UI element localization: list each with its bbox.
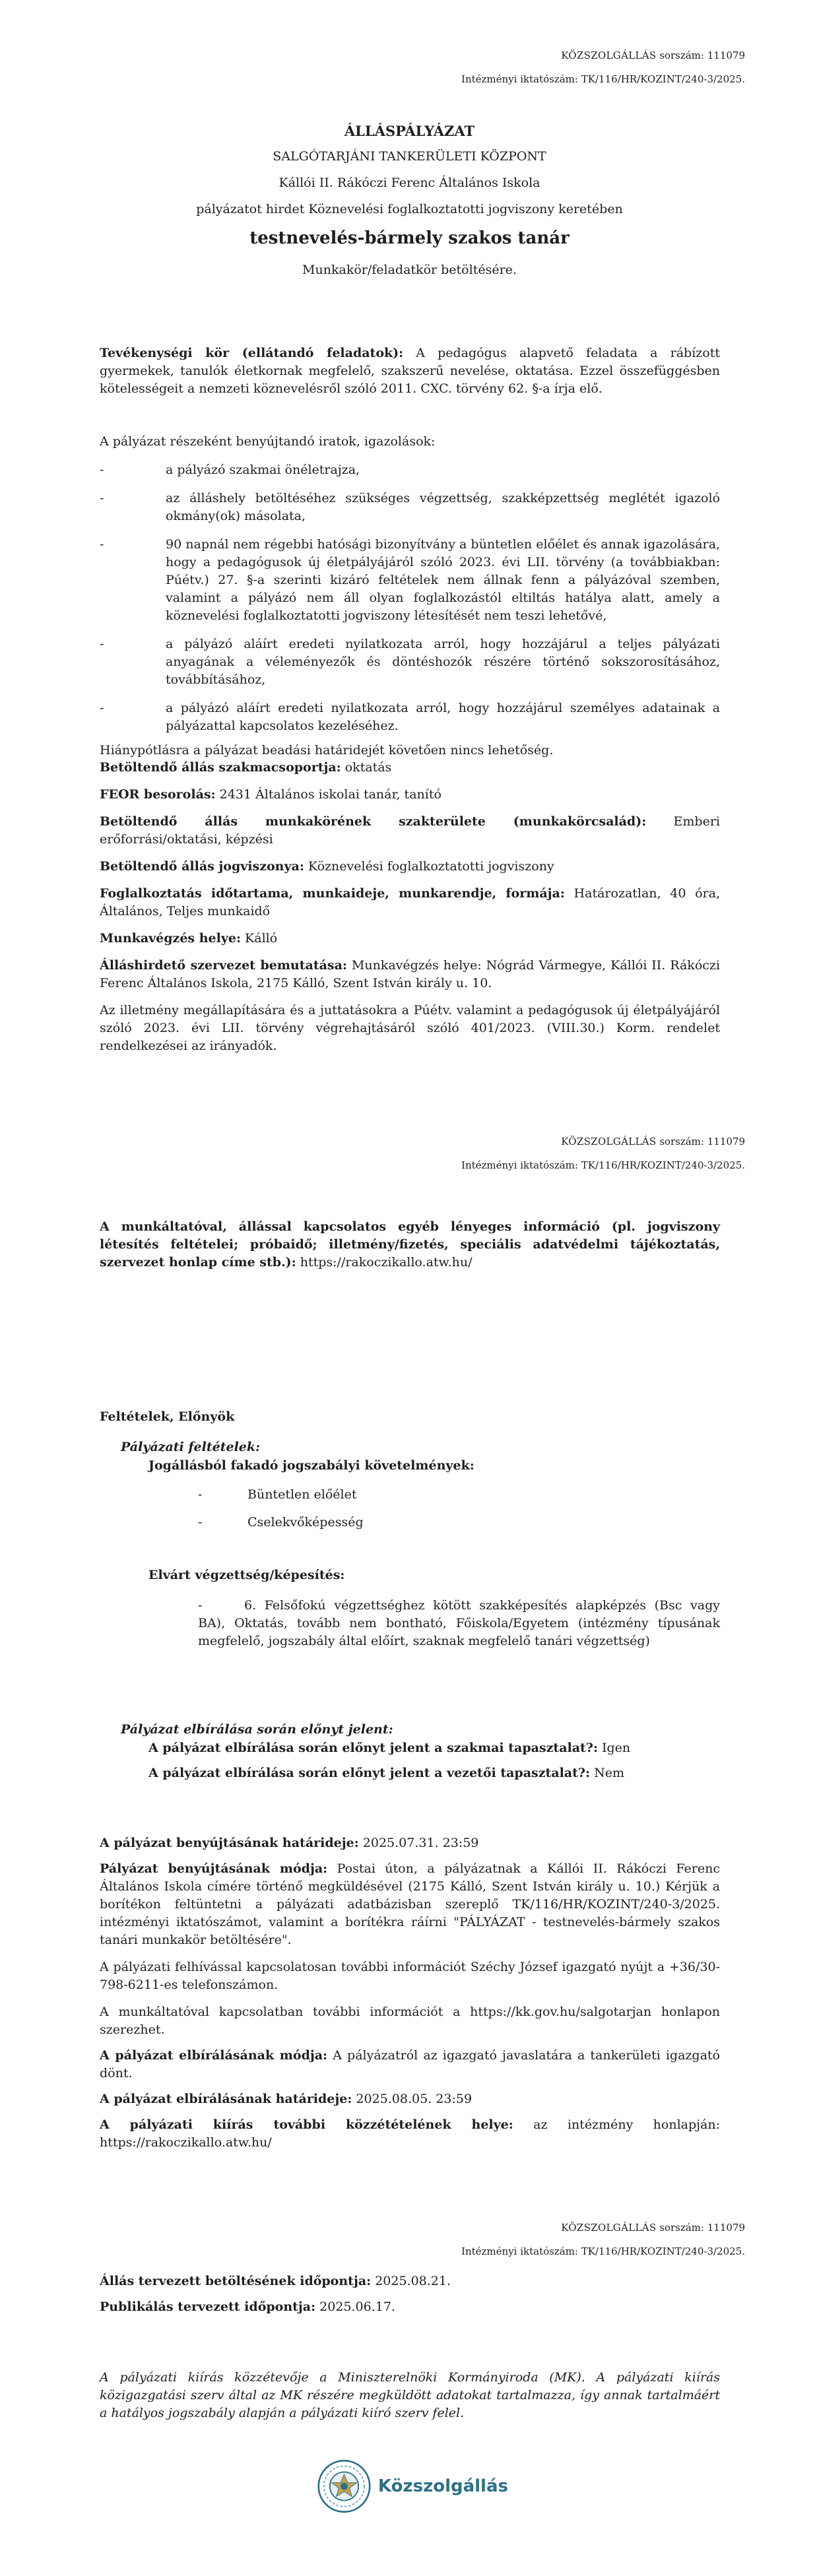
- detail-row: Betöltendő állás jogviszonya: Köznevelési foglalkoztatotti jogviszony: [100, 859, 554, 874]
- list-item: - az álláshely betöltéséhez szükséges végzettség, szakképzettség meglétét igazoló okmány(ok) másolata,: [100, 491, 720, 523]
- evaluation-method-row: A pályázat elbírálásának módja: A pályázatról az igazgató javaslatára a tankerületi igazgató dönt.: [100, 2048, 720, 2080]
- list-item: - a pályázó aláírt eredeti nyilatkozata arról, hogy hozzájárul személyes adatainak a pályázattal kapcsolatos kezeléséhez.: [100, 701, 720, 733]
- logo-text: Közszolgállás: [377, 2476, 508, 2496]
- title-main: ÁLLÁSPÁLYÁZAT: [344, 123, 475, 139]
- title-intro: pályázatot hirdet Köznevelési foglalkoztatotti jogviszony keretében: [196, 202, 623, 216]
- planned-section: [100, 2272, 720, 2316]
- detail-row: Betöltendő állás munkakörének szakterülete (munkakörcsalád): Emberi erőforrási/oktatási, képzési: [100, 814, 720, 847]
- duties-label: Tevékenységi kör (ellátandó feladatok):: [100, 346, 404, 360]
- detail-row: Munkavégzés helye: Kálló: [100, 931, 278, 946]
- other-info-label: A munkáltatóval, állással kapcsolatos egyéb lényeges információ (pl. jogviszony létesítés feltételei; próbaidő; illetmény/fizetés, speciális adatvédelmi tájékoztatás, szervezet honlap címe stb.):: [100, 1219, 720, 1270]
- detail-row: FEOR besorolás: 2431 Általános iskolai tanár, tanító: [100, 787, 442, 802]
- qualification-heading: Elvárt végzettség/képesítés:: [148, 1568, 345, 1582]
- footer-note: A pályázati kiírás közzétevője a Miniszterelnöki Kormányiroda (MK). A pályázati kiírás közigazgatási szerv által az MK részére megküldött adatokat tartalmazza, így annak tartalmáért a hatályos jogszabály alapján a pályázati kiíró szerv felel.: [100, 2370, 720, 2420]
- other-info-link[interactable]: https://rakoczikallo.atw.hu/: [296, 1255, 473, 1270]
- detail-row: Foglalkoztatás időtartama, munkaideje, munkarendje, formája: Határozatlan, 40 óra, Általános, Teljes munkaidő: [100, 886, 720, 918]
- kozszolgallas-emblem-icon: [317, 2456, 372, 2517]
- title-fill: Munkakör/feladatkör betöltésére.: [302, 263, 517, 277]
- advantage-row: A pályázat elbírálása során előnyt jelent a szakmai tapasztalat?: Igen: [148, 1741, 631, 1755]
- list-item: - 90 napnál nem régebbi hatósági bizonyítvány a büntetlen előélet és annak igazolására, hogy a pedagógusok új életpályájáról szóló 2023. évi LII. törvény (a továbbiakban: Púétv.) 27. §-a szerinti kizáró feltételek nem állnak fenn a pályázóval szemben, valamint a pályázó nem áll olyan foglalkozástól eltiltás hatálya alatt, amely a köznevelési foglalkoztatotti jogviszony létesítését nem teszi lehetővé,: [100, 537, 720, 623]
- title-school: Kállói II. Rákóczi Ferenc Általános Iskola: [278, 176, 541, 190]
- conditions-heading: Feltételek, Előnyök: [100, 1409, 235, 1424]
- kozszolgallas-logo: [317, 2453, 508, 2519]
- submission-section: [100, 1834, 720, 2152]
- title-org: SALGÓTARJÁNI TANKERÜLETI KÖZPONT: [273, 149, 546, 164]
- advantages-heading: Pályázat elbírálása során előnyt jelent:: [121, 1722, 393, 1737]
- advantage-row: A pályázat elbírálása során előnyt jelent a vezetői tapasztalat?: Nem: [148, 1766, 624, 1780]
- documents-intro: A pályázat részeként benyújtandó iratok, igazolások:: [100, 434, 436, 449]
- header-label: KÖZSZOLGÁLLÁS: [561, 49, 657, 61]
- header-serial: 111079: [707, 49, 745, 61]
- other-info-paragraph: [100, 1218, 720, 1272]
- conditions-sub: Pályázati feltételek:: [121, 1440, 261, 1454]
- page-header-3: KÖZSZOLGÁLLÁS sorszám: 111079 Intézményi iktatószám: TK/116/HR/KOZINT/240-3/2025.: [461, 2222, 745, 2257]
- page-header-1: KÖZSZOLGÁLLÁS sorszám: 111079 Intézményi iktatószám: TK/116/HR/KOZINT/240-3/2025.: [461, 49, 745, 85]
- header-registry: TK/116/HR/KOZINT/240-3/2025.: [581, 73, 745, 85]
- method-row: Pályázat benyújtásának módja: Postai úton, a pályázatnak a Kállói II. Rákóczi Ferenc Általános Iskola címére történő megküldésével (2175 Kálló, Szent István király u. 10.) Kérjük a borítékon feltüntetni a pályázati adatbázisban szereplő TK/116/HR/KOZINT/240-3/2025. intézményi iktatószámot, valamint a borítékra ráírni "PÁLYÁZAT - testnevelés-bármely szakos tanári munkakör betöltésére".: [100, 1861, 720, 1947]
- publish-row: A pályázati kiírás további közzétételének helye: az intézmény honlapján: https://rakoczikallo.atw.hu/: [100, 2117, 721, 2150]
- list-item: - Büntetlen előélet: [198, 1487, 357, 1502]
- more-info-row: A munkáltatóval kapcsolatban további információt a https://kk.gov.hu/salgotarjan honlapon szerezhet.: [100, 2005, 720, 2037]
- legal-requirements-heading: Jogállásból fakadó jogszabályi követelmények:: [148, 1458, 475, 1473]
- list-item: - a pályázó aláírt eredeti nyilatkozata arról, hogy hozzájárul a teljes pályázati anyagának a véleményezők és döntéshozók részére történő sokszorosításához, továbbításához,: [100, 637, 720, 687]
- detail-row: Betöltendő állás szakmacsoportja: oktatás: [100, 760, 392, 775]
- duties-paragraph: [100, 344, 720, 398]
- deadline-row: A pályázat benyújtásának határideje: 2025.07.31. 23:59: [100, 1836, 479, 1850]
- documents-note: Hiánypótlásra a pályázat beadási határidejét követően nincs lehetőség.: [100, 743, 554, 757]
- documents-section: [100, 433, 720, 759]
- planned-publication-row: Publikálás tervezett időpontja: 2025.06.17.: [100, 2300, 395, 2314]
- contact-row: A pályázati felhívással kapcsolatosan további információt Széchy József igazgató nyújt a +36/30-798-6211-es telefonszámon.: [100, 1960, 720, 1992]
- detail-row: Álláshirdető szervezet bemutatása: Munkavégzés helye: Nógrád Vármegye, Kállói II. Rákóczi Ferenc Általános Iskola, 2175 Kálló, Szent István király u. 10.: [100, 958, 720, 990]
- duties-text: A pedagógus alapvető feladata a rábízott gyermekek, tanulók életkornak megfelelő, szakszerű nevelése, oktatása. Ezzel összefüggésben kötelességeit a nemzeti köznevelésről szóló 2011. CXC. törvény 62. §-a írja elő.: [100, 346, 720, 396]
- planned-fill-row: Állás tervezett betöltésének időpontja: 2025.08.21.: [100, 2274, 451, 2288]
- qualification-item: - 6. Felsőfokú végzettséghez kötött szakképesítés alapképzés (Bsc vagy BA), Oktatás, tovább nem bontható, Főiskola/Egyetem (intézmény típusának megfelelő, jogszabály által előírt, szaknak megfelelő tanári végzettség): [198, 1598, 720, 1648]
- title-position: testnevelés-bármely szakos tanár: [249, 228, 570, 248]
- page-header-2: KÖZSZOLGÁLLÁS sorszám: 111079 Intézményi iktatószám: TK/116/HR/KOZINT/240-3/2025.: [461, 1136, 745, 1171]
- evaluation-deadline-row: A pályázat elbírálásának határideje: 2025.08.05. 23:59: [100, 2092, 473, 2106]
- details-section: [100, 759, 720, 1055]
- list-item: - a pályázó szakmai önéletrajza,: [100, 463, 360, 477]
- salary-note: Az illetmény megállapítására és a juttatásokra a Púétv. valamint a pedagógusok új életpályájáról szóló 2023. évi LII. törvény végrehajtásáról szóló 401/2023. (VIII.30.) Korm. rendelet rendelkezései az irányadók.: [100, 1003, 720, 1053]
- list-item: - Cselekvőképesség: [198, 1515, 364, 1530]
